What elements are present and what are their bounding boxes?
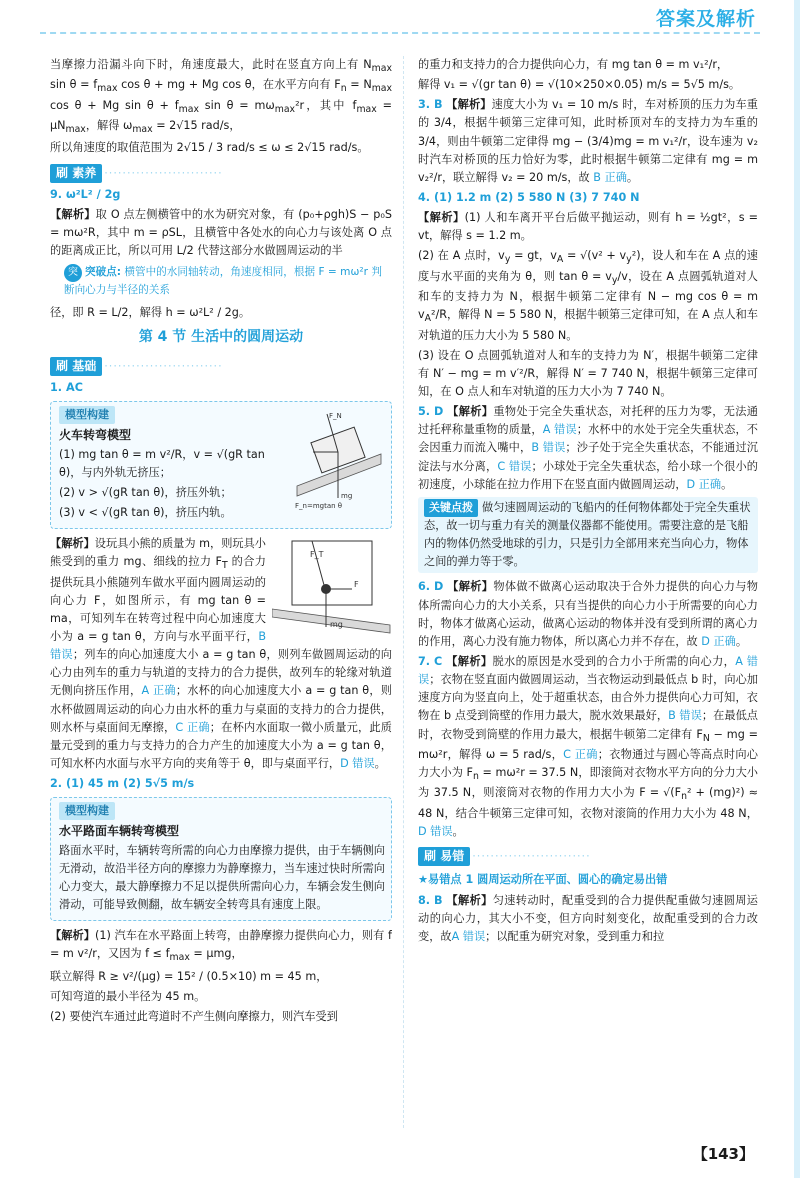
model-line-2: (2) v > √(gR tan θ)，挤压外轨； [59,485,232,499]
model-line-1: (1) mg tan θ = m v²/R，v = √(gR tan θ)，与内外轨无挤压； [59,447,265,479]
model-box [50,401,392,529]
svg-text:mg: mg [330,620,343,630]
tip-box: 突 突破点: 横管中的水同轴转动，角速度相同，根据 F = mω²r 判断向心力与半径的关系 [64,265,382,296]
page-header [0,0,800,34]
key-point-box [418,497,758,574]
question-number: 8. [418,893,431,907]
question-number: 2. [50,777,63,791]
question-1: 1. AC 模型构建 F_N mg F_n=mgtan θ 火车转弯模型 (1) mg tan θ = m v²/R，v = √(gR tan θ)，与内外轨无挤压； (2) v > √(gR tan θ)，挤压外轨； (3) v < √(gR tan θ)，挤压内轨。 F_T F mg 【解析】设玩具小熊的质量为 m，则玩具小熊受到的重力 mg、细线的拉力 $F_T$ 的合力提供玩具小熊随列车做水平面内圆周运动的向心力 F，如图所示，有 mg tan θ = ma，可知列车在转弯过程中向心加速度大小为 a = g tan θ，方向与水平面平行，B 错误；列车的向心加速度大小 a = g tan θ，则列车做圆周运动的向心力由列车的重力与轨道的支持力的合力提供，故列车的轮缘对轨道无侧向挤压作用，A 正确；水杯的向心加速度大小 a = g tan θ，则水杯做圆周运动的向心力由水杯的重力与桌面的支持力的合力提供，则水杯与桌面间无摩擦，C 正确；在杯内水面取一微小质量元，此质量元受到的重力与支持力的合力产生的加速度大小为 a = g tan θ，可知水杯内水面与水平方向的夹角等于 θ，即与桌面平行，D 错误。 [50,381,392,771]
header-title: 答案及解析 [655,8,756,30]
answer: D [434,405,444,419]
section-yicuo: 刷 易错 ·························· [418,843,758,869]
analysis-line: 可知弯道的最小半径为 45 m。 [50,989,206,1003]
model-head: 火车转弯模型 [59,428,132,443]
question-6: 6. D 【解析】物体做不做离心运动取决于合外力提供的向心力与物体所需向心力的大小关系，只有当提供的向心力小于所需要的向心力时，物体才做离心运动，做离心运动的物体并没有受到所谓的离心力的作用，离心力没有施力物体，所以离心力并不存在，故 D 正确。 [418,580,758,648]
section-tag: 刷 易错 [418,847,470,866]
question-8: 8. B 【解析】匀速转动时，配重受到的合力提供配重做匀速圆周运动的向心力，其大小不变，但方向时刻变化，故配重受到的合力改变，故A 错误；以配重为研究对象，受到重力和拉 [418,893,758,943]
answer: B [434,893,443,907]
key-point-text: 做匀速圆周运动的飞船内的任何物体都处于完全失重状态，故一切与重力有关的测量仪器都不能使用。需要注意的是飞船内的物体仍然受地球的引力，只是引力全部用来充当向心力，物体之间的弹力等于零。 [424,500,751,569]
analysis-line: (1) 人和车离开平台后做平抛运动，则有 h = ½gt²，s = vt，解得 s = 1.2 m。 [418,211,758,243]
analysis-tag: 【解析】 [50,208,96,222]
analysis-text: 速度大小为 v₁ = 10 m/s 时，车对桥顶的压力为车重的 3/4，根据牛顿第三定律可知，此时桥顶对车的支持力为车重的 3/4，则由牛顿第二定律得 mg − (3/4)mg = m v₁²/r，设车速为 v₂ 时汽车对桥顶的压力恰好为零，此时根据牛顿第二定律有 mg = m v₂²/r，联立解得 v₂ = 20 m/s，故 [418,98,758,184]
question-number: 9. [50,187,63,201]
lightbulb-icon: 突 [64,264,82,282]
easy-error-point: ★易错点 1 圆周运动所在平面、圆心的确定易出错 [418,873,668,887]
tip-text: 横管中的水同轴转动，角速度相同，根据 F = mω²r 判断向心力与半径的关系 [64,265,382,296]
wrong-marker: D 错误 [340,757,375,771]
model-box [50,797,392,921]
question-2: 2. (1) 45 m (2) 5√5 m/s 模型构建 水平路面车辆转弯模型 路面水平时，车辆转弯所需的向心力由摩擦力提供，由于车辆侧向无滑动，故沿半径方向的摩擦力为静摩擦力，当车速过快时所需向心力变大，最大静摩擦力不足以提供所需向心力，车辆会发生侧向滑动，可能导致侧翻，故车辆安全转弯具有速度上限。 【解析】(1) 汽车在水平路面上转弯，由静摩擦力提供向心力，则有 f = m v²/r，又因为 $f \le f_{max} = \mu mg$， 联立解得 R ≥ v²/(μg) = 15² / (0.5×10) m = 45 m， 可知弯道的最小半径为 45 m。 (2) 要使汽车通过此弯道时不产生侧向摩擦力，则汽车受到 [50,775,392,1026]
page-number: 【143】 [692,1144,754,1163]
key-point-tag: 关键点拨 [424,499,478,517]
question-number: 4. [418,190,431,204]
section-tag: 刷 素养 [50,164,102,183]
model-badge: 模型构建 [59,802,115,820]
question-7: 7. C 【解析】脱水的原因是水受到的合力小于所需的向心力，A 错误；衣物在竖直面内做圆周运动，当衣物运动到最低点 b 时，向心加速度方向为竖直向上，处于超重状态，由合外力提供向心力可知，衣物在 b 点受到筒壁的作用力最大，脱水效果最好，B 错误；在最低点时，衣物受到筒壁的作用力最大，根据牛顿第二定律有 $F_N$ − mg = mω²r，解得 ω = 5 rad/s，C 正确；衣物通过与圆心等高点时向心力大小为 $F_n = m\omega^2r = 37.5$ N，即滚筒对衣物水平方向的分力大小为 37.5 N，则滚筒对衣物的作用力大小为 $F = √(F_n^2 + (mg)^2) \approx 48$ N，结合牛顿第三定律可知，衣物对滚筒的作用力大小为 48 N，D 错误。 [418,654,758,838]
question-number: 7. [418,654,431,668]
model-badge: 模型构建 [59,406,115,424]
section-tag: 刷 基础 [50,357,102,376]
svg-text:F_n=mgtan θ: F_n=mgtan θ [295,502,343,511]
svg-text:F_N: F_N [329,412,342,421]
answer: ω²L² / 2g [66,187,121,201]
answer: AC [66,381,83,395]
answer: B [434,98,443,112]
intro-line-2: 所以角速度的取值范围为 2√15 / 3 rad/s ≤ ω ≤ 2√15 rad/s。 [50,141,369,155]
wrong-marker: B 错误 [50,630,266,662]
svg-text:mg: mg [341,492,353,501]
left-column [50,56,392,1138]
question-5: 5. D 【解析】重物处于完全失重状态，对托秤的压力为零，无法通过托秤称量重物的质量，A 错误；水杯中的水处于完全失重状态，不会因重力而流入嘴中，B 错误；沙子处于完全失重状态，不能通过沉淀法与水分离，C 错误；小球处于完全失重状态，给小球一个很小的初速度，小球能在拉力作用下在竖直面内做圆周运动，D 正确。 关键点拨 做匀速圆周运动的飞船内的任何物体都处于完全失重状态，故一切与重力有关的测量仪器都不能使用。需要注意的是飞船内的物体仍然受地球的引力，只是引力全部用来充当向心力，物体之间的弹力等于零。 [418,403,758,573]
analysis-line: (2) 要使汽车通过此弯道时不产生侧向摩擦力，则汽车受到 [50,1009,338,1023]
continued-line: 的重力和支持力的合力提供向心力，有 mg tan θ = m v₁²/r， [418,58,729,71]
intro-line-1: 当摩擦力沿漏斗向下时，角速度最大，此时在竖直方向上有 $N_{max}$ $\sin \theta = f_{max}$ cos θ + mg + Mg cos θ，在水平方向有 $F_n = N_{max}$ cos θ + Mg $\sin \theta + f_{max}$ $\sin \theta = m\omega_{max}^2r$，其中 $f_{max} = \mu N_{max}$，解得 $\omega_{max} = 2√15$ rad/s， [50,58,392,136]
question-9 [50,186,392,322]
question-4: 4. (1) 1.2 m (2) 5 580 N (3) 7 740 N 【解析】(1) 人和车离开平台后做平抛运动，则有 h = ½gt²，s = vt，解得 s = 1.2 m。 (2) 在 A 点时，$v_y$ = gt，$v_A = √(v^2 + v_y^2)$，设人和车在 A 点的速度与水平面的夹角为 θ，则 $\tan \theta = v_y/v$，设在 A 点圆弧轨道对人和车的支持力为 N，根据牛顿第二定律有 N − mg cos θ = m $v_A^2/R$，解得 N = 5 580 N，根据牛顿第三定律可知，在 A 点人和车对轨道的压力大小为 5 580 N。 (3) 设在 O 点圆弧轨道对人和车的支持力为 N′，根据牛顿第二定律有 N′ − mg = m v′²/R，解得 N′ = 7 740 N，根据牛顿第三定律可知，在 O 点人和车对轨道的压力大小为 7 740 N。 [418,189,758,401]
question-number: 6. [418,580,431,594]
continued-line: 解得 v₁ = √(gr tan θ) = √(10×250×0.05) m/s = 5√5 m/s。 [418,78,741,92]
model-head: 水平路面车辆转弯模型 [59,824,180,839]
analysis-text: 设玩具小熊的质量为 m，则玩具小熊受到的重力 mg、细线的拉力 $F_T$ 的合力提供玩具小熊随列车做水平面内圆周运动的向心力 F，如图所示，有 mg tan θ = ma，可知列车在转弯过程中向心加速度大小为 a = g tan θ，方向与水平面平行， [50,537,266,644]
question-number: 3. [418,98,431,112]
analysis-line: (1) 汽车在水平路面上转弯，由静摩擦力提供向心力，则有 f = m v²/r，又因为 $f \le f_{max} = \mu mg$， [50,929,392,964]
section-title: 第 4 节 生活中的圆周运动 [138,329,304,346]
model-line-3: (3) v < √(gR tan θ)，挤压内轨。 [59,505,232,519]
section-suyang: 刷 素养 ·························· [50,160,392,186]
analysis-line: (2) 在 A 点时，$v_y$ = gt，$v_A = √(v^2 + v_y^2)$，设人和车在 A 点的速度与水平面的夹角为 θ，则 $\tan \theta = v_y/v$，设在 A 点圆弧轨道对人和车的支持力为 N，根据牛顿第二定律有 N − mg cos θ = m $v_A^2/R$，解得 N = 5 580 N，根据牛顿第三定律可知，在 A 点人和车对轨道的压力大小为 5 580 N。 [418,249,758,342]
model-text: 路面水平时，车辆转弯所需的向心力由摩擦力提供，由于车辆侧向无滑动，故沿半径方向的摩擦力为静摩擦力，当车速过快时所需向心力变大，最大静摩擦力不足以提供所需向心力，车辆会发生侧向滑动，可能导致侧翻，故车辆安全转弯具有速度上限。 [59,843,385,911]
answer: (1) 45 m (2) 5√5 m/s [66,777,195,791]
svg-text:F_T: F_T [310,550,324,560]
question-3: 3. B 【解析】速度大小为 v₁ = 10 m/s 时，车对桥顶的压力为车重的 3/4，根据牛顿第三定律可知，此时桥顶对车的支持力为车重的 3/4，则由牛顿第二定律得 mg − (3/4)mg = m v₁²/r，设车速为 v₂ 时汽车对桥顶的压力恰好为零，此时根据牛顿第二定律有 mg = m v₂²/r，联立解得 v₂ = 20 m/s，故 B 正确。 [418,98,758,184]
analysis-end: 径，即 R = L/2，解得 h = ω²L² / 2g。 [50,305,251,319]
answer: (1) 1.2 m (2) 5 580 N (3) 7 740 N [434,190,640,204]
answer: C [434,654,443,668]
right-marker: C 正确 [175,720,210,734]
header-divider [40,32,760,34]
answer: D [434,580,444,594]
analysis-line: (3) 设在 O 点圆弧轨道对人和车的支持力为 N′，根据牛顿第二定律有 N′ − mg = m v′²/R，解得 N′ = 7 740 N，根据牛顿第三定律可知，在 O 点人和车对轨道的压力大小为 7 740 N。 [418,348,758,398]
right-column [418,56,758,1138]
right-marker: B 正确 [593,170,627,184]
analysis-line: 联立解得 R ≥ v²/(μg) = 15² / (0.5×10) m = 45 m， [50,969,328,983]
bear-pendulum-diagram [272,537,392,637]
right-marker: A 正确 [141,684,176,698]
section-jichu: 刷 基础 ·························· [50,353,392,379]
svg-text:F: F [354,580,359,590]
train-diagram [293,408,385,512]
question-number: 1. [50,381,63,395]
column-divider [403,56,404,1128]
analysis-text: 取 O 点左侧横管中的水为研究对象，有 (p₀+ρgh)S − p₀S = mω²R，其中 m = ρSL，且横管中各处水的向心力与该处离 O 点的距离成正比，所以可用 L/2 代替这部分水做圆周运动的半 [50,208,392,258]
question-number: 5. [418,405,431,419]
side-strip [794,0,800,1178]
